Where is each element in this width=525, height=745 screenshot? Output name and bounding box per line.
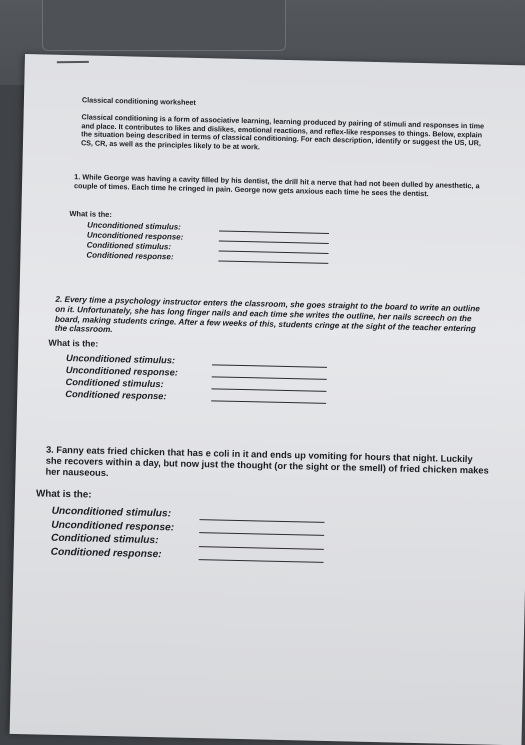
worksheet-page: [10, 54, 525, 745]
worksheet-intro: Classical conditioning is a form of associative learning, learning produced by pairing of stimuli and responses in time and place. It contributes to likes and dislikes, emotional reactions, and reflex-like responses to things. Below, explain the situation being described in terms of classical conditioning. For each description, identify or suggest the US, UR, CS, CR, as well as the principles likely to be at work.: [80, 112, 485, 152]
question-2-text: 2. Every time a psychology instructor enters the classroom, she goes straight to the board to write an outline on it. Unfortunately, she has long finger nails and each time she writes the outline, her nails screech on the board, making students cringe. After a few weeks of this, students cringe at the sight of the teacher entering the classroom.: [54, 294, 480, 335]
term-label: Conditioned stimulus:: [50, 532, 159, 547]
question-3-terms: [51, 505, 325, 565]
term-label: Conditioned response:: [86, 250, 174, 262]
question-2-prompt: What is the:: [48, 337, 99, 349]
question-2-terms: [65, 352, 327, 406]
term-label: Unconditioned response:: [86, 230, 184, 242]
term-label: Unconditioned response:: [65, 365, 179, 378]
worksheet-title: Classical conditioning worksheet: [81, 95, 196, 107]
pencil-mark: [57, 61, 89, 63]
question-3-text: 3. Fanny eats fried chicken that has e coli in it and ends up vomiting for hours that night. Luckily she recovers within a day, but now just the thought (or the sight or the smell) of fried chicken makes her nauseous.: [45, 444, 489, 479]
question-1-prompt: What is the:: [69, 209, 112, 220]
term-label: Conditioned response:: [65, 389, 167, 402]
answer-blank: [218, 260, 328, 263]
term-label: Conditioned stimulus:: [65, 377, 164, 390]
answer-blank: [199, 559, 324, 563]
answer-blank: [211, 400, 326, 404]
trackpad: [42, 0, 286, 51]
term-label: Unconditioned stimulus:: [65, 353, 176, 366]
term-label: Unconditioned stimulus:: [87, 220, 181, 232]
question-3-prompt: What is the:: [35, 488, 92, 501]
term-label: Conditioned stimulus:: [86, 240, 172, 252]
question-1-text: 1. While George was having a cavity filled by his dentist, the drill hit a nerve that had not been dulled by anesthetic, a couple of times. Each time he cringed in pain. George now gets anxious each time he sees the dentist.: [73, 172, 480, 198]
term-label: Unconditioned stimulus:: [51, 505, 172, 520]
term-label: Conditioned response:: [50, 546, 162, 560]
term-label: Unconditioned response:: [51, 519, 175, 534]
question-1-terms: [86, 220, 329, 265]
